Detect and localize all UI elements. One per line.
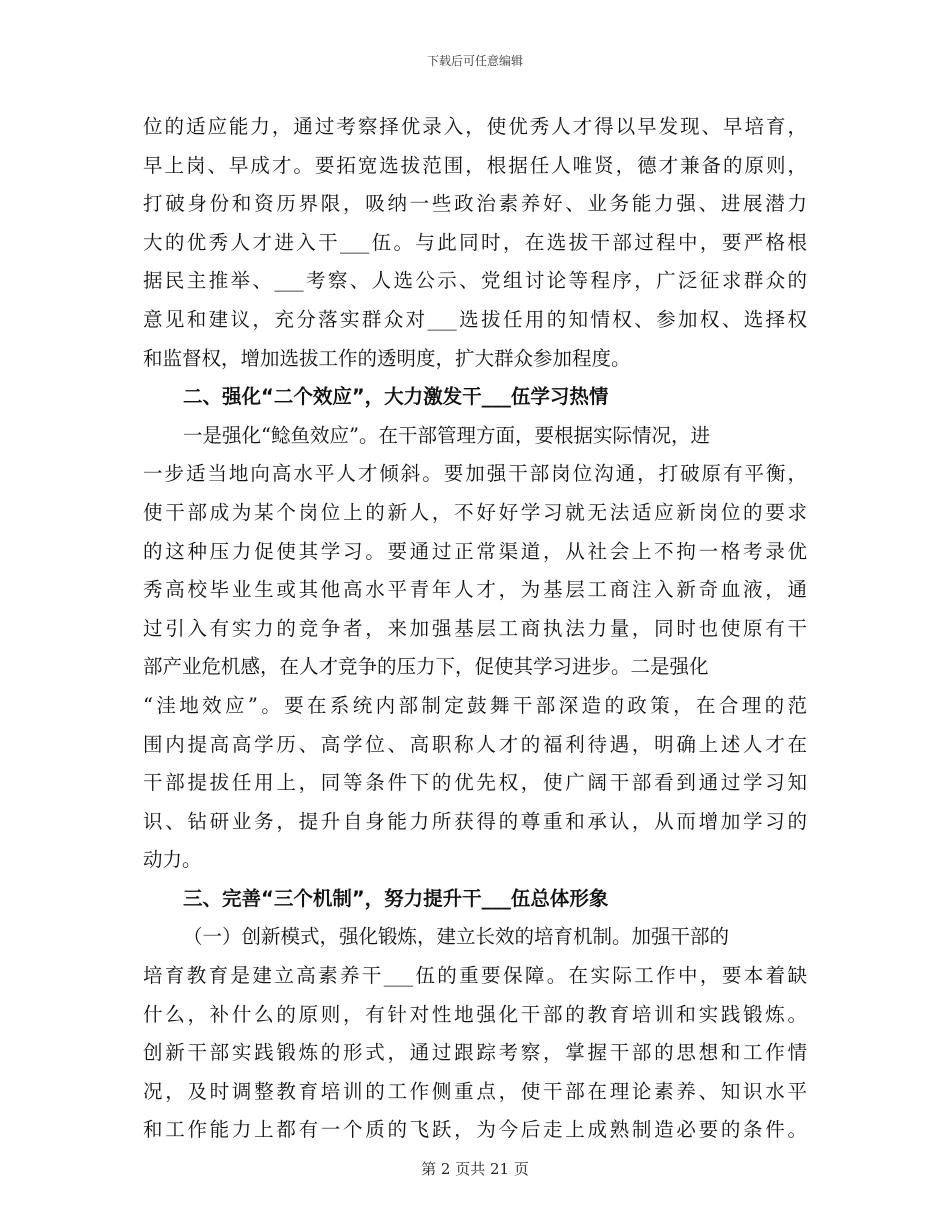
- text-line: 一步适当地向高水平人才倾斜。要加强干部岗位沟通，打破原有平衡，: [143, 462, 807, 486]
- document-body: [143, 108, 807, 1150]
- text-line: （一）创新模式，强化锻炼，建立长效的培育机制。加强干部的: [183, 925, 730, 949]
- text-line: 过引入有实力的竞争者，来加强基层工商执法力量，同时也使原有干: [143, 616, 807, 640]
- text-line: 和监督权，增加选拔工作的透明度，扩大群众参加程度。: [143, 346, 631, 370]
- text-line: 培育教育是建立高素养干___伍的重要保障。在实际工作中，要本着缺: [143, 964, 807, 988]
- text-line: 部产业危机感，在人才竞争的压力下，促使其学习进步。二是强化: [143, 655, 709, 679]
- page-header: 下载后可任意编辑: [426, 54, 523, 68]
- section-heading: 三、完善“三个机制”，努力提升干___伍总体形象: [183, 886, 609, 910]
- text-line: 的这种压力促使其学习。要通过正常渠道，从社会上不拘一格考录优: [143, 539, 807, 563]
- text-line: 什么，补什么的原则，有针对性地强化干部的教育培训和实践锻炼。: [143, 1002, 807, 1026]
- text-line: 大的优秀人才进入干___伍。与此同时，在选拔干部过程中，要严格根: [143, 230, 807, 254]
- text-line: 打破身份和资历界限，吸纳一些政治素养好、业务能力强、进展潜力: [143, 192, 807, 216]
- text-line: 干部提拔任用上，同等条件下的优先权，使广阔干部看到通过学习知: [143, 771, 807, 795]
- text-line: 秀高校毕业生或其他高水平青年人才，为基层工商注入新奇血液，通: [143, 578, 807, 602]
- page-number: 第 2 页共 21 页: [421, 1160, 529, 1178]
- text-line: 围内提高高学历、高学位、高职称人才的福利待遇，明确上述人才在: [143, 732, 807, 756]
- text-line: 况，及时调整教育培训的工作侧重点，使干部在理论素养、知识水平: [143, 1079, 807, 1103]
- text-line: 一是强化“鲶鱼效应”。在干部管理方面，要根据实际情况，进: [183, 423, 710, 447]
- text-line: 和工作能力上都有一个质的飞跃，为今后走上成熟制造必要的条件。: [143, 1118, 807, 1142]
- text-line: 位的适应能力，通过考察择优录入，使优秀人才得以早发现、早培育，: [143, 115, 807, 138]
- text-line: 识、钻研业务，提升自身能力所获得的尊重和承认，从而增加学习的: [143, 809, 807, 833]
- section-heading: 二、强化“二个效应”，大力激发干___伍学习热情: [183, 385, 609, 409]
- text-line: 据民主推举、___考察、人选公示、党组讨论等程序，广泛征求群众的: [143, 269, 807, 293]
- text-line: 早上岗、早成才。要拓宽选拔范围，根据任人唯贤，德才兼备的原则，: [143, 153, 807, 177]
- text-line: 使干部成为某个岗位上的新人，不好好学习就无法适应新岗位的要求: [143, 500, 807, 524]
- text-line: “洼地效应”。要在系统内部制定鼓舞干部深造的政策，在合理的范: [143, 693, 807, 717]
- text-line: 动力。: [143, 848, 202, 872]
- text-line: 创新干部实践锻炼的形式，通过跟踪考察，掌握干部的思想和工作情: [143, 1041, 807, 1065]
- text-line: 意见和建议，充分落实群众对___选拔任用的知情权、参加权、选择权: [143, 307, 807, 331]
